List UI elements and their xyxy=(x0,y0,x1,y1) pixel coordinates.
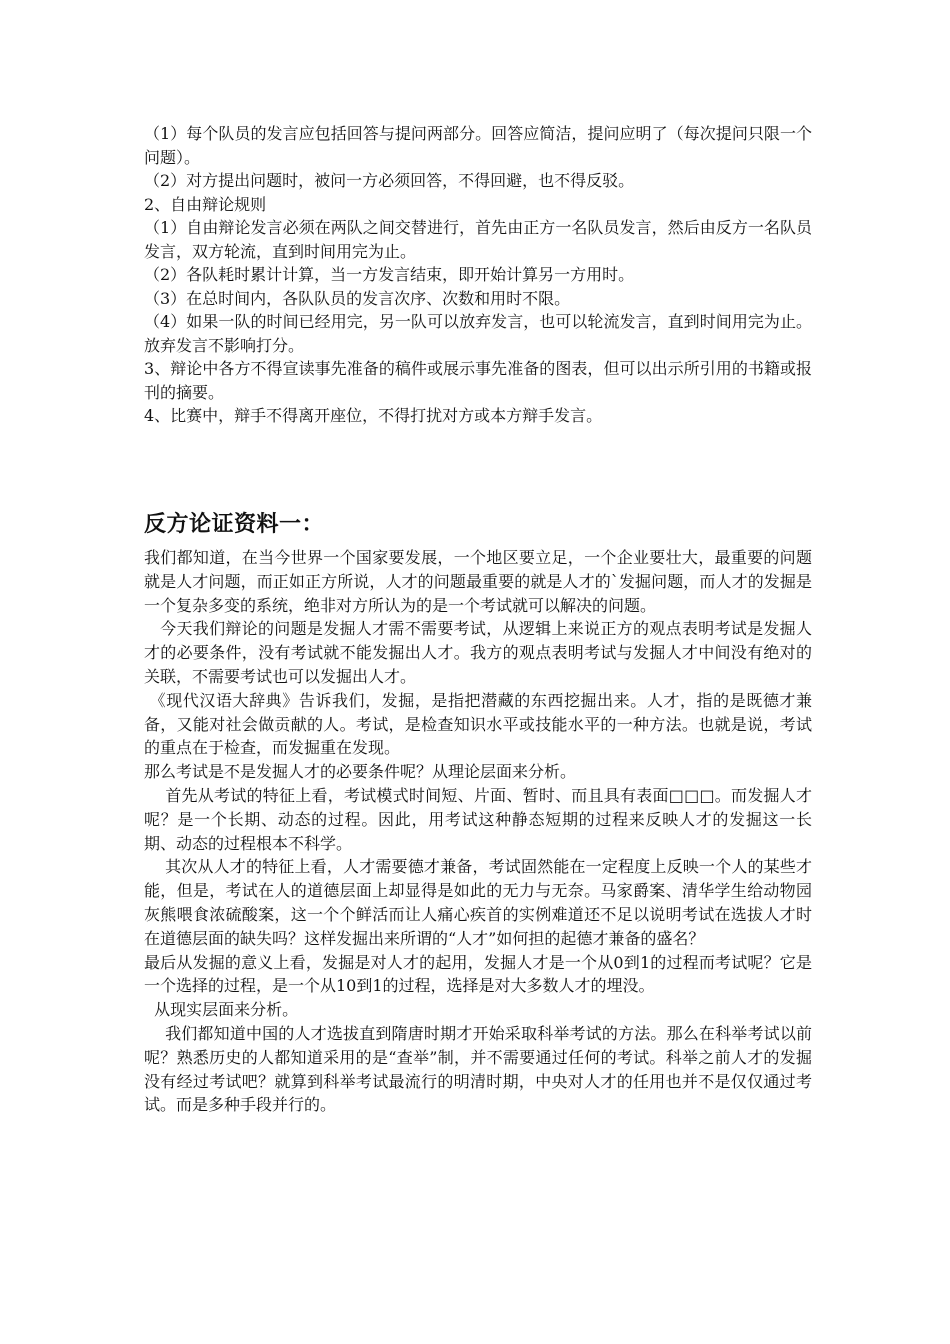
body-paragraph: 我们都知道中国的人才选拔直到隋唐时期才开始采取科举考试的方法。那么在科举考试以前呢？熟悉历史的人都知道采用的是“查举”制，并不需要通过任何的考试。科举之前人才的发掘没有经过考试吧？就算到科举考试最流行的明清时期，中央对人才的任用也并不是仅仅通过考试。而是多种手段并行的。 xyxy=(144,1023,812,1115)
rule-paragraph: （1）自由辩论发言必须在两队之间交替进行，首先由正方一名队员发言，然后由反方一名队员发言，双方轮流，直到时间用完为止。 xyxy=(144,218,812,261)
document-page xyxy=(144,122,813,1115)
debate-rules-block xyxy=(144,122,812,428)
rule-paragraph: （1）每个队员的发言应包括回答与提问两部分。回答应简洁，提问应明了（每次提问只限一个问题）。 xyxy=(144,124,812,167)
body-paragraph: 《现代汉语大辞典》告诉我们，发掘，是指把潜藏的东西挖掘出来。人才，指的是既德才兼备，又能对社会做贡献的人。考试，是检查知识水平或技能水平的一种方法。也就是说，考试的重点在于检查，而发掘重在发现。 xyxy=(144,690,812,758)
body-paragraph: 最后从发掘的意义上看，发掘是对人才的起用，发掘人才是一个从0到1的过程而考试呢？它是一个选择的过程，是一个从10到1的过程，选择是对大多数人才的埋没。 xyxy=(144,952,812,996)
body-paragraph: 首先从考试的特征上看，考试模式时间短、片面、暂时、而且具有表面□□□。而发掘人才呢？是一个长期、动态的过程。因此，用考试这种静态短期的过程来反映人才的发掘这一长期、动态的过程根本不科学。 xyxy=(144,785,813,853)
rule-paragraph: 3、辩论中各方不得宣读事先准备的稿件或展示事先准备的图表，但可以出示所引用的书籍或报刊的摘要。 xyxy=(144,359,812,402)
rule-paragraph: （2）各队耗时累计计算，当一方发言结束，即开始计算另一方用时。 xyxy=(144,265,635,284)
rule-paragraph: （2）对方提出问题时，被问一方必须回答，不得回避，也不得反驳。 xyxy=(144,171,635,190)
argument-section xyxy=(144,510,812,1117)
rule-paragraph: 4、比赛中，辩手不得离开座位，不得打扰对方或本方辩手发言。 xyxy=(144,406,603,425)
body-paragraph: 其次从人才的特征上看，人才需要德才兼备，考试固然能在一定程度上反映一个人的某些才能，但是，考试在人的道德层面上却显得是如此的无力与无奈。马家爵案、清华学生给动物园灰熊喂食浓硫酸案，这一个个鲜活而让人痛心疾首的实例难道还不足以说明考试在选拔人才时在道德层面的缺失吗？这样发掘出来所谓的“人才”如何担的起德才兼备的盛名？ xyxy=(144,857,812,948)
rule-paragraph: （3）在总时间内，各队队员的发言次序、次数和用时不限。 xyxy=(144,288,571,308)
body-paragraph: 从现实层面来分析。 xyxy=(144,1000,299,1020)
body-paragraph: 我们都知道，在当今世界一个国家要发展，一个地区要立足，一个企业要壮大，最重要的问题就是人才问题，而正如正方所说，人才的问题最重要的就是人才的`发掘问题，而人才的发掘是一个复杂多变的系统，绝非对方所认为的是一个考试就可以解决的问题。 xyxy=(144,548,812,615)
rule-paragraph: 2、自由辩论规则 xyxy=(144,194,267,214)
body-paragraph: 那么考试是不是发掘人才的必要条件呢？从理论层面来分析。 xyxy=(144,762,577,782)
section-heading: 反方论证资料一： xyxy=(144,512,325,537)
body-paragraph: 今天我们辩论的问题是发掘人才需不需要考试，从逻辑上来说正方的观点表明考试是发掘人才的必要条件，没有考试就不能发掘出人才。我方的观点表明考试与发掘人才中间没有绝对的关联，不需要考试也可以发掘出人才。 xyxy=(144,619,812,686)
rule-paragraph: （4）如果一队的时间已经用完，另一队可以放弃发言，也可以轮流发言，直到时间用完为止。放弃发言不影响打分。 xyxy=(144,312,812,355)
